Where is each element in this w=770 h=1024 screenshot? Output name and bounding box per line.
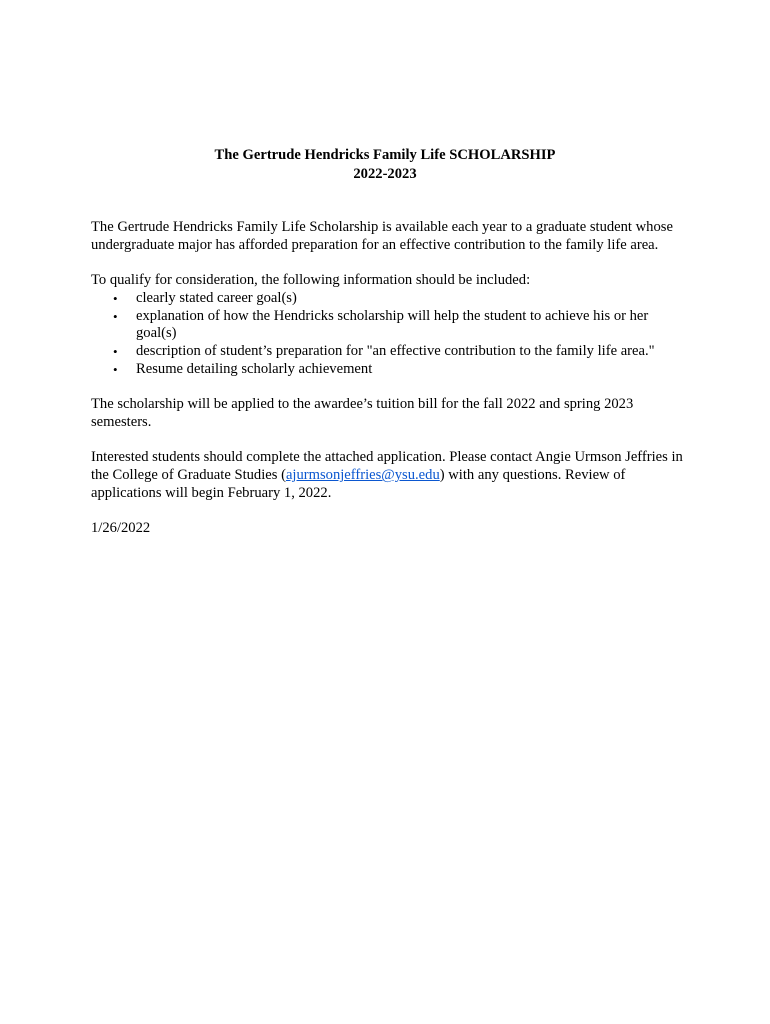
tuition-paragraph: The scholarship will be applied to the awardee’s tuition bill for the fall 2022 and spring 2023 semesters. bbox=[91, 396, 634, 431]
list-item-text: description of student’s preparation for "an effective contribution to the family life area." bbox=[136, 343, 655, 360]
spacer bbox=[91, 503, 691, 521]
spacer bbox=[91, 432, 691, 450]
bullet-icon: • bbox=[113, 308, 118, 324]
document-title bbox=[0, 146, 770, 184]
contact-text-after: ) with any questions. Review of applications will begin February 1, 2022. bbox=[91, 467, 626, 502]
list-item bbox=[91, 343, 691, 361]
requirements-list bbox=[91, 290, 691, 379]
title-line-2: 2022-2023 bbox=[353, 166, 417, 182]
spacer bbox=[91, 255, 691, 273]
email-link[interactable]: ajurmsonjeffries@ysu.edu bbox=[285, 467, 440, 484]
spacer bbox=[91, 379, 691, 397]
qualify-intro: To qualify for consideration, the following information should be included: bbox=[91, 272, 531, 289]
document-body bbox=[91, 219, 691, 538]
bullet-icon: • bbox=[113, 344, 118, 360]
list-item-text: clearly stated career goal(s) bbox=[136, 289, 297, 306]
title-line-1: The Gertrude Hendricks Family Life SCHOLARSHIP bbox=[214, 147, 556, 163]
bullet-icon: • bbox=[113, 290, 118, 306]
list-item bbox=[91, 290, 691, 308]
document-date: 1/26/2022 bbox=[91, 520, 151, 537]
list-item bbox=[91, 361, 691, 379]
list-item-text: explanation of how the Hendricks scholarship will help the student to achieve his or her goal(s) bbox=[136, 307, 649, 342]
bullet-icon: • bbox=[113, 362, 118, 378]
contact-paragraph bbox=[91, 449, 691, 502]
intro-paragraph: The Gertrude Hendricks Family Life Scholarship is available each year to a graduate student whose undergraduate major has afforded preparation for an effective contribution to the family life area. bbox=[91, 219, 673, 253]
list-item-text: Resume detailing scholarly achievement bbox=[136, 361, 373, 378]
contact-text-before: Interested students should complete the attached application. Please contact Angie Urmson Jeffries in the College of Graduate Studies ( bbox=[91, 449, 683, 484]
list-item bbox=[91, 308, 691, 344]
